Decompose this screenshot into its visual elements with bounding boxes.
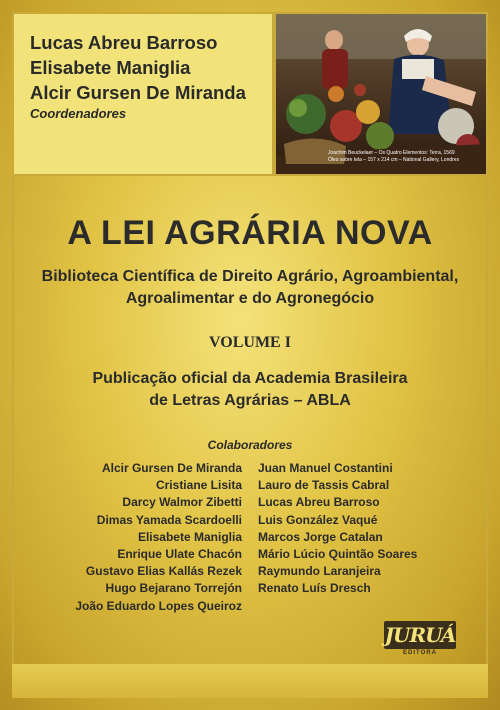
collaborator-name: Alcir Gursen De Miranda xyxy=(101,461,242,475)
volume-label: VOLUME I xyxy=(209,334,291,351)
book-subtitle: Biblioteca Científica de Direito Agrário, Agroambiental, Agroalimentar e do Agronegócio xyxy=(41,268,459,307)
collaborator-name: Marcos Jorge Catalan xyxy=(258,529,383,544)
collaborators-right-column xyxy=(258,460,417,598)
collaborator-name: Juan Manuel Costantini xyxy=(258,461,393,475)
coordinators-block xyxy=(30,30,246,123)
publisher-logo-mark xyxy=(384,621,456,649)
collaborator-name: Gustavo Elias Kallás Rezek xyxy=(85,564,242,579)
book-title: A LEI AGRÁRIA NOVA xyxy=(67,214,433,252)
collaborator-name: Dimas Yamada Scardoelli xyxy=(96,512,242,527)
painting-caption: Joachim Beuckelaer – Os Quatro Elementos: Terra, 1569 Óleo sobre tela – 157 x 214 cm – National Gallery, Londres xyxy=(328,150,460,163)
collaborators-left-column xyxy=(75,460,242,615)
collaborator-name: Cristiane Lisita xyxy=(155,478,242,493)
publisher-label: EDITORA xyxy=(403,650,437,656)
collaborator-name: Hugo Bejarano Torrejón xyxy=(105,581,242,596)
coordinator-name: Alcir Gursen De Miranda xyxy=(30,82,246,103)
collaborator-name: João Eduardo Lopes Queiroz xyxy=(75,598,242,613)
collaborator-name: Raymundo Laranjeira xyxy=(258,564,381,579)
coordinator-name: Lucas Abreu Barroso xyxy=(30,32,218,53)
collaborator-name: Lauro de Tassis Cabral xyxy=(258,478,390,493)
collaborators-heading: Colaboradores xyxy=(207,438,293,452)
publisher-logo xyxy=(384,621,456,657)
cover-painting xyxy=(274,12,488,176)
collaborator-name: Elisabete Maniglia xyxy=(137,529,242,544)
coordinator-name: Elisabete Maniglia xyxy=(30,57,191,78)
bottom-band xyxy=(12,664,488,698)
collaborator-name: Darcy Walmor Zibetti xyxy=(122,495,242,510)
publisher-logo-text: JURUÁ xyxy=(384,623,456,647)
collaborator-name: Renato Luís Dresch xyxy=(258,581,371,596)
collaborator-name: Mário Lúcio Quintão Soares xyxy=(258,547,418,562)
collaborator-name: Enrique Ulate Chacón xyxy=(117,547,242,562)
coordinators-role: Coordenadores xyxy=(30,106,127,121)
publication-note: Publicação oficial da Academia Brasileira de Letras Agrárias – ABLA xyxy=(92,370,408,409)
collaborator-name: Lucas Abreu Barroso xyxy=(258,495,380,510)
collaborator-name: Luis González Vaqué xyxy=(258,512,378,527)
